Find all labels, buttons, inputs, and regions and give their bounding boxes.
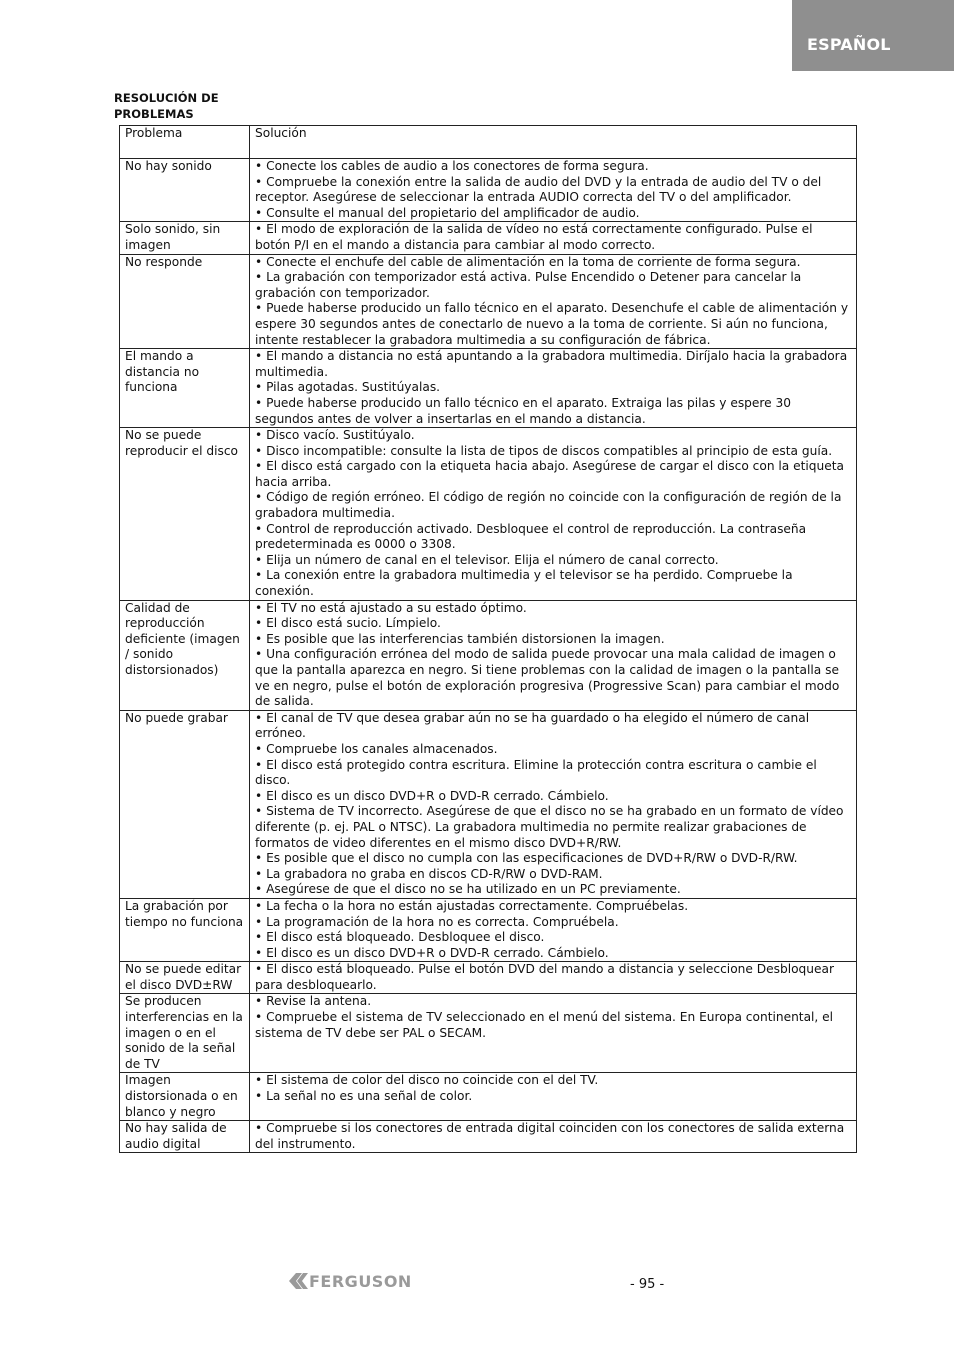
table-row (120, 710, 857, 898)
solution-cell (250, 1073, 857, 1121)
table-row (120, 1073, 857, 1121)
table-row (120, 600, 857, 710)
table-header-row (120, 126, 857, 159)
solution-item: • Revise la antena. (255, 994, 372, 1009)
language-tab: ESPAÑOL (792, 0, 954, 71)
solution-item: • El disco está protegido contra escritura. Elimine la protección contra escritura o cambie el disco. (255, 757, 817, 788)
solution-item: • Es posible que el disco no cumpla con las especificaciones de DVD+R/RW o DVD-R/RW. (255, 851, 798, 866)
header-solution: Solución (250, 126, 857, 159)
solution-item: • El sistema de color del disco no coincide con el del TV. (255, 1073, 599, 1088)
problem-cell: Se producen interferencias en la imagen o en el sonido de la señal de TV (120, 994, 250, 1073)
solution-item: • El TV no está ajustado a su estado óptimo. (255, 600, 527, 615)
problem-cell: No hay sonido (120, 159, 250, 222)
solution-item: • Conecte el enchufe del cable de alimentación en la toma de corriente de forma segura. (255, 254, 801, 269)
solution-item: • El mando a distancia no está apuntando a la grabadora multimedia. Diríjalo hacia la grabadora multimedia. (255, 349, 848, 379)
solution-item: • Elija un número de canal en el televisor. Elija el número de canal correcto. (255, 552, 719, 567)
problem-cell: No responde (120, 254, 250, 349)
table-row (120, 222, 857, 254)
solution-item: • Disco incompatible: consulte la lista de tipos de discos compatibles al principio de esta guía. (255, 443, 833, 458)
problem-cell: Calidad de reproducción deficiente (imagen / sonido distorsionados) (120, 600, 250, 710)
solution-cell (250, 962, 857, 994)
solution-cell (250, 254, 857, 349)
solution-cell (250, 349, 857, 428)
solution-item: • La grabadora no graba en discos CD-R/RW o DVD-RAM. (255, 866, 603, 881)
solution-item: • Compruebe la conexión entre la salida de audio del DVD y la entrada de audio del TV o del receptor. Asegúrese de seleccionar la entrada AUDIO correcta del TV o del amplificador. (255, 174, 822, 205)
solution-item: • El disco está bloqueado. Pulse el botón DVD del mando a distancia y seleccione Desbloquear para desbloquearlo. (255, 962, 834, 992)
solution-item: • Código de región erróneo. El código de región no coincide con la configuración de región de la grabadora multimedia. (255, 490, 842, 521)
solution-item: • La señal no es una señal de color. (255, 1089, 473, 1104)
solution-item: • Compruebe si los conectores de entrada digital coinciden con los conectores de salida externa del instrumento. (255, 1121, 845, 1151)
solution-item: • Consulte el manual del propietario del amplificador de audio. (255, 205, 640, 220)
solution-item: • Asegúrese de que el disco no se ha utilizado en un PC previamente. (255, 882, 681, 897)
solution-item: • Puede haberse producido un fallo técnico en el aparato. Desenchufe el cable de alimentación y espere 30 segundos antes de conectarlo de nuevo a la toma de corriente. Si aún no funciona, intente restablecer la grabadora multimedia a su configuración de fábrica. (255, 301, 849, 347)
solution-item: • El canal de TV que desea grabar aún no se ha guardado o ha elegido el número de canal erróneo. (255, 710, 810, 741)
solution-item: • La fecha o la hora no están ajustadas correctamente. Compruébelas. (255, 898, 689, 913)
table-row (120, 349, 857, 428)
problem-cell: Imagen distorsionada o en blanco y negro (120, 1073, 250, 1121)
solution-item: • Pilas agotadas. Sustitúyalas. (255, 380, 441, 395)
table-row (120, 898, 857, 961)
table-row (120, 159, 857, 222)
ferguson-logo-text: FERGUSON (309, 1272, 412, 1291)
problem-cell: No puede grabar (120, 710, 250, 898)
solution-item: • El disco es un disco DVD+R o DVD-R cerrado. Cámbielo. (255, 788, 609, 803)
solution-item: • El disco está cargado con la etiqueta hacia abajo. Asegúrese de cargar el disco con la etiqueta hacia arriba. (255, 459, 845, 489)
table-row (120, 428, 857, 601)
problem-cell: El mando a distancia no funciona (120, 349, 250, 428)
solution-cell (250, 428, 857, 601)
solution-item: • Conecte los cables de audio a los conectores de forma segura. (255, 159, 649, 173)
solution-item: • La grabación con temporizador está activa. Pulse Encendido o Detener para cancelar la grabación con temporizador. (255, 270, 802, 300)
solution-item: • Puede haberse producido un fallo técnico en el aparato. Extraiga las pilas y espere 30 segundos antes de volver a insertarlas en el mando a distancia. (255, 395, 792, 426)
solution-item: • El modo de exploración de la salida de vídeo no está correctamente configurado. Pulse el botón P/I en el mando a distancia para cambiar al modo correcto. (255, 222, 813, 252)
solution-cell (250, 994, 857, 1073)
problem-cell: No se puede reproducir el disco (120, 428, 250, 601)
solution-item: • Control de reproducción activado. Desbloquee el control de reproducción. La contraseña predeterminada es 0000 o 3308. (255, 521, 807, 552)
solution-item: • Compruebe el sistema de TV seleccionado en el menú del sistema. En Europa continental, el sistema de TV debe ser PAL o SECAM. (255, 1010, 834, 1040)
solution-item: • Compruebe los canales almacenados. (255, 741, 498, 756)
troubleshooting-table (119, 125, 857, 1153)
solution-item: • La conexión entre la grabadora multimedia y el televisor se ha perdido. Compruebe la conexión. (255, 568, 793, 599)
solution-item: • Es posible que las interferencias también distorsionen la imagen. (255, 631, 665, 646)
solution-item: • Una configuración errónea del modo de salida puede provocar una mala calidad de imagen o que la pantalla aparezca en negro. Si tiene problemas con la calidad de imagen o la pantalla se ve en negro, pulse el botón de exploración progresiva (Progressive Scan) para cambiar el modo de salida. (255, 647, 840, 709)
solution-cell (250, 159, 857, 222)
solution-cell (250, 222, 857, 254)
table-row (120, 962, 857, 994)
header-problem: Problema (120, 126, 250, 159)
problem-cell: La grabación por tiempo no funciona (120, 898, 250, 961)
solution-cell (250, 710, 857, 898)
solution-item: • Disco vacío. Sustitúyalo. (255, 428, 415, 443)
page-number: - 95 - (630, 1277, 665, 1292)
solution-cell (250, 898, 857, 961)
solution-item: • El disco es un disco DVD+R o DVD-R cerrado. Cámbielo. (255, 945, 609, 960)
solution-item: • La programación de la hora no es correcta. Compruébela. (255, 914, 619, 929)
problem-cell: No hay salida de audio digital (120, 1121, 250, 1153)
problem-cell: No se puede editar el disco DVD±RW (120, 962, 250, 994)
table-row (120, 254, 857, 349)
table-row (120, 994, 857, 1073)
ferguson-logo-mark (289, 1273, 308, 1289)
solution-cell (250, 600, 857, 710)
solution-item: • El disco está bloqueado. Desbloquee el disco. (255, 930, 545, 945)
section-title: RESOLUCIÓN DE PROBLEMAS (114, 91, 219, 121)
table-row (120, 1121, 857, 1153)
solution-item: • Sistema de TV incorrecto. Asegúrese de que el disco no se ha grabado en un formato de vídeo diferente (p. ej. PAL o NTSC). La grabadora multimedia no permite realizar grabaciones de formatos de video diferentes en el mismo disco DVD+R/RW. (255, 804, 844, 850)
problem-cell: Solo sonido, sin imagen (120, 222, 250, 254)
solution-item: • El disco está sucio. Límpielo. (255, 616, 441, 631)
solution-cell (250, 1121, 857, 1153)
ferguson-logo (287, 1270, 437, 1292)
